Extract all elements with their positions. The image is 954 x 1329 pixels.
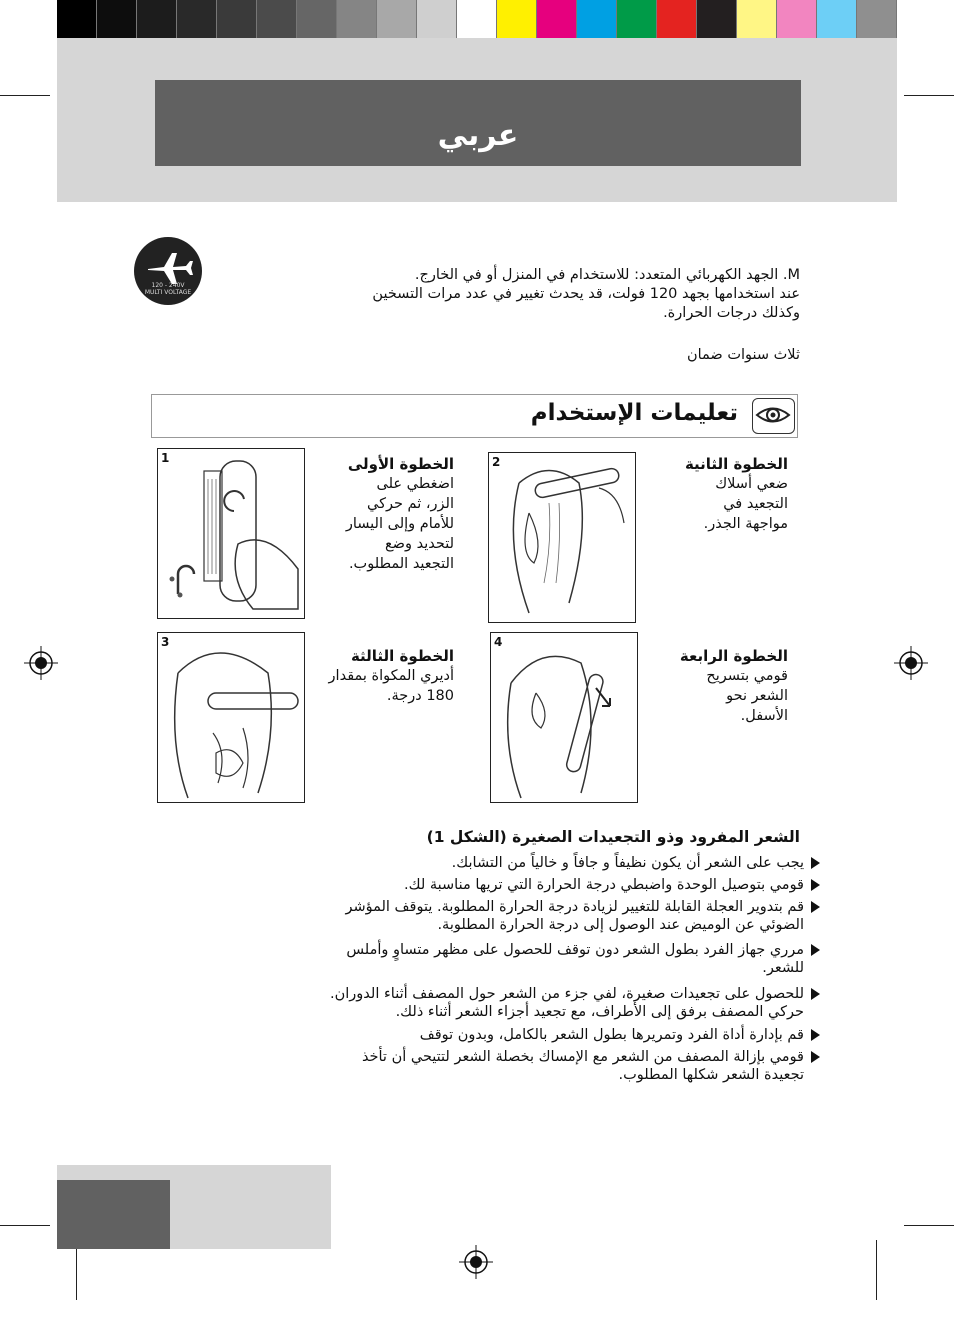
color-swatch	[177, 0, 217, 38]
text-line: 180 درجة.	[386, 688, 454, 704]
step-title: الخطوة الرابعة	[679, 647, 788, 665]
step-title: الخطوة الثالثة	[350, 647, 454, 665]
text-line: مرري جهاز الفرد بطول الشعر دون توقف للحصول على مظهر متساوٍ وأملس	[346, 942, 804, 958]
bullet-arrow-icon	[811, 857, 820, 869]
step-number: 4	[494, 635, 503, 649]
bullet-arrow-icon	[811, 944, 820, 956]
text-line: قم بإدارة أداة الفرد وتمريرها بطول الشعر بالكامل، وبدون توقف	[419, 1027, 804, 1043]
color-swatch	[217, 0, 257, 38]
color-swatch	[257, 0, 297, 38]
bullet-item	[194, 876, 804, 894]
color-swatch	[697, 0, 737, 38]
woman-combing-illustration	[491, 633, 637, 802]
color-swatch	[777, 0, 817, 38]
text-line: الزر، ثم حركي	[367, 496, 454, 512]
color-swatch	[657, 0, 697, 38]
step-4-illustration	[490, 632, 638, 803]
bullet-item	[194, 898, 804, 934]
text-line: قومي بتوصيل الوحدة واضبطي درجة الحرارة التي تريها مناسبة لك.	[404, 877, 804, 893]
step-3-illustration	[157, 632, 305, 803]
crop-mark	[0, 95, 50, 96]
page-title: عربي	[437, 118, 519, 153]
subheading: الشعر المفرود وذو التجعيدات الصغيرة (الشكل 1)	[426, 828, 800, 846]
color-swatch	[57, 0, 97, 38]
text-line: التجعيد في	[723, 496, 788, 512]
text-line: عند استخدامها بجهد 120 فولت، قد يحدث تغيير في عدد مرات التسخين	[372, 286, 800, 302]
step-number: 3	[161, 635, 170, 649]
text-line: مواجهة الجذر.	[703, 516, 788, 532]
text-line: ضعي أسلاك	[715, 476, 788, 492]
bullet-item	[194, 985, 804, 1021]
color-swatch	[617, 0, 657, 38]
color-swatch	[137, 0, 177, 38]
registration-mark-icon	[24, 646, 58, 680]
color-swatch	[457, 0, 497, 38]
color-swatch	[537, 0, 577, 38]
text-line: يجب على الشعر أن يكون نظيفاً و جافاً و خالياً من التشابك.	[451, 855, 804, 871]
woman-rotating-illustration	[158, 633, 304, 802]
bullet-item	[194, 1026, 804, 1044]
crop-mark	[0, 1225, 50, 1226]
bullet-arrow-icon	[811, 1029, 820, 1041]
text-line: للشعر.	[762, 960, 804, 976]
text-line: أديري المكواة بمقدار	[328, 668, 454, 684]
step-number: 2	[492, 455, 501, 469]
color-swatch	[97, 0, 137, 38]
warranty-text: ثلاث سنوات ضمان	[686, 347, 800, 363]
section-title: تعليمات الإستخدام	[530, 400, 738, 426]
bullet-item	[194, 1048, 804, 1084]
text-line: الضوئي عن الوميض عند الوصول إلى درجة الحرارة المطلوبة.	[437, 917, 804, 933]
text-line: اضغطي على	[376, 476, 454, 492]
eye-icon	[752, 398, 795, 434]
color-swatch	[817, 0, 857, 38]
bullet-item	[194, 941, 804, 977]
registration-mark-icon	[459, 1245, 493, 1279]
step-2-illustration	[488, 452, 636, 623]
footer-box	[57, 1180, 170, 1249]
text-line: تجعيدة الشعر شكلها المطلوب.	[618, 1067, 804, 1083]
step-3-caption	[310, 646, 454, 706]
color-swatch	[377, 0, 417, 38]
color-swatch	[297, 0, 337, 38]
multi-voltage-label: 120 - 240V MULTI VOLTAGE	[144, 282, 192, 296]
color-calibration-bar	[57, 0, 897, 38]
step-number: 1	[161, 451, 170, 465]
text-line: قم بتدوير العجلة القابلة للتغيير لزيادة درجة الحرارة المطلوبة. يتوقف المؤشر	[345, 899, 804, 915]
text-line: M. الجهد الكهربائي المتعدد: للاستخدام في المنزل أو في الخارج.	[414, 267, 800, 283]
text-line: لتحديد وضع	[384, 536, 454, 552]
crop-mark	[904, 95, 954, 96]
step-2-caption	[640, 454, 788, 534]
step-4-caption	[640, 646, 788, 726]
bullet-arrow-icon	[811, 901, 820, 913]
bullet-arrow-icon	[811, 988, 820, 1000]
bullet-arrow-icon	[811, 1051, 820, 1063]
text-line: قومي بإزالة المصفف من الشعر مع الإمساك بخصلة الشعر لتتيحي أن تأخذ	[361, 1049, 804, 1065]
color-swatch	[497, 0, 537, 38]
text-line: للحصول على تجعيدات صغيرة، لفي جزء من الشعر حول المصفف أثناء الدوران.	[330, 986, 804, 1002]
color-swatch	[737, 0, 777, 38]
bullet-item	[194, 854, 804, 872]
multi-voltage-text	[200, 266, 800, 323]
crop-mark	[76, 1240, 77, 1300]
hand-slider-illustration	[158, 449, 304, 618]
color-swatch	[417, 0, 457, 38]
color-swatch	[857, 0, 897, 38]
bullet-arrow-icon	[811, 879, 820, 891]
text-line: حركي المصفف برفق إلى الأطراف، مع تجعيد أجزاء الشعر أثناء ذلك.	[395, 1004, 804, 1020]
step-title: الخطوة الأولى	[347, 455, 454, 473]
text-line: للأمام وإلى اليسار	[345, 516, 454, 532]
text-line: وكذلك درجات الحرارة.	[663, 305, 800, 321]
step-1-illustration	[157, 448, 305, 619]
text-line: التجعيد المطلوب.	[348, 556, 454, 572]
step-1-caption	[310, 454, 454, 574]
step-title: الخطوة الثانية	[684, 455, 788, 473]
registration-mark-icon	[894, 646, 928, 680]
woman-styling-illustration	[489, 453, 635, 622]
color-swatch	[577, 0, 617, 38]
text-line: قومي بتسريح	[706, 668, 788, 684]
crop-mark	[876, 1240, 877, 1300]
text-line: الأسفل.	[740, 708, 788, 724]
color-swatch	[337, 0, 377, 38]
text-line: الشعر نحو	[726, 688, 788, 704]
crop-mark	[904, 1225, 954, 1226]
